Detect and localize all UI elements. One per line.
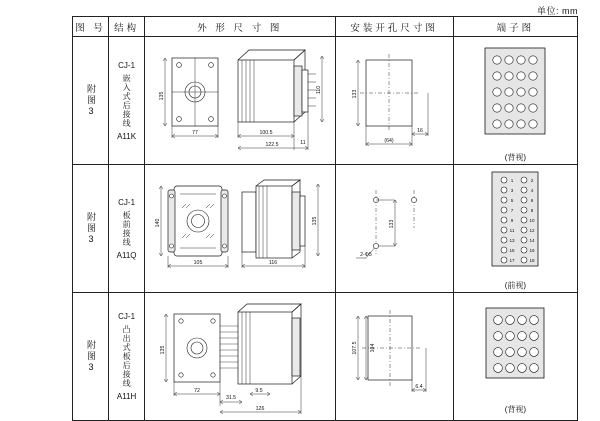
cell-mounting-drawing <box>335 293 453 421</box>
figure-no-label: 附图3 <box>86 83 97 118</box>
mounting-drawing-3 <box>336 294 452 418</box>
cell-mounting-drawing <box>335 165 453 293</box>
dim-135: 135 <box>158 91 165 100</box>
svg-text:3: 3 <box>511 187 514 193</box>
cell-structure <box>109 293 145 421</box>
svg-text:9: 9 <box>511 217 514 223</box>
figure-no-label: 附图3 <box>86 339 97 374</box>
structure-desc: 凸出式板后接线 <box>122 325 132 388</box>
terminal-caption: (前视) <box>504 280 527 290</box>
svg-text:8: 8 <box>531 207 534 213</box>
svg-text:4: 4 <box>531 187 534 193</box>
svg-text:6: 6 <box>531 197 534 203</box>
mounting-drawing-1 <box>336 38 452 162</box>
svg-text:2: 2 <box>531 177 534 183</box>
dim-116: 116 <box>268 259 277 266</box>
svg-text:14: 14 <box>529 237 535 243</box>
dim-31-5: 31.5 <box>225 394 236 401</box>
svg-text:5: 5 <box>511 197 514 203</box>
dim-107-5: 107.5 <box>352 341 359 354</box>
dim-135-3: 135 <box>159 345 166 354</box>
table-header <box>73 17 578 37</box>
dim-6-4: 6.4 <box>415 383 423 390</box>
figure-no-label: 附图3 <box>86 211 97 246</box>
cell-figure-no <box>73 37 109 165</box>
cell-terminal-drawing <box>453 165 577 293</box>
unit-note: 单位: mm <box>537 6 578 16</box>
dim-110: 110 <box>315 85 322 94</box>
cell-figure-no <box>73 165 109 293</box>
svg-text:18: 18 <box>529 257 535 263</box>
cell-outline-drawing <box>145 293 335 421</box>
dim-72: 72 <box>193 387 200 394</box>
table-row <box>73 293 578 421</box>
cell-structure <box>109 165 145 293</box>
dim-9-5: 9.5 <box>255 387 263 394</box>
dim-104: 104 <box>370 343 377 352</box>
cell-terminal-drawing <box>453 293 577 421</box>
cell-outline-drawing <box>145 165 335 293</box>
header-outline: 外 形 尺 寸 图 <box>145 17 335 37</box>
structure-desc: 板前接线 <box>122 210 132 247</box>
svg-text:11: 11 <box>509 227 515 233</box>
dim-140: 140 <box>154 218 161 227</box>
structure-code: CJ-1 <box>118 60 136 70</box>
structure-suffix: A11H <box>116 392 137 401</box>
cell-outline-drawing <box>145 37 335 165</box>
svg-text:12: 12 <box>529 227 535 233</box>
cell-terminal-drawing <box>453 37 577 165</box>
structure-suffix: A11Q <box>116 250 137 260</box>
terminal-diagram-1 <box>454 38 576 150</box>
terminal-diagram-3 <box>454 294 576 402</box>
dim-100-5: 100.5 <box>259 129 273 136</box>
cell-figure-no <box>73 293 109 421</box>
dim-2-phi5: 2-Φ5 <box>360 251 372 258</box>
cell-mounting-drawing <box>335 37 453 165</box>
header-figure-no: 图 号 <box>73 17 109 37</box>
dim-64: (64) <box>384 137 394 144</box>
dimension-table <box>72 16 578 421</box>
svg-text:16: 16 <box>529 247 535 253</box>
header-mounting: 安装开孔尺寸图 <box>335 17 453 37</box>
terminal-caption: (背视) <box>504 404 527 414</box>
dim-105: 105 <box>193 259 203 266</box>
dim-16: 16 <box>417 127 423 134</box>
dim-126: 126 <box>255 405 265 412</box>
table-row <box>73 165 578 293</box>
outline-drawing-3 <box>146 294 334 418</box>
svg-text:10: 10 <box>529 217 535 223</box>
header-structure: 结构 <box>109 17 145 37</box>
dim-135-2: 135 <box>311 216 318 225</box>
cell-structure <box>109 37 145 165</box>
structure-suffix: A11K <box>117 131 137 141</box>
svg-text:17: 17 <box>509 257 515 263</box>
outline-drawing-2 <box>146 166 334 290</box>
structure-desc: 嵌入式后接线 <box>122 73 132 128</box>
header-terminal: 端子图 <box>453 17 577 37</box>
structure-code: CJ-1 <box>118 312 136 321</box>
outline-drawing-1 <box>146 38 334 162</box>
dim-110-5: 133 <box>352 89 359 98</box>
table-row <box>73 37 578 165</box>
svg-text:7: 7 <box>511 207 514 213</box>
svg-text:13: 13 <box>509 237 515 243</box>
dim-122-5: 122.5 <box>265 141 279 148</box>
dim-77: 77 <box>191 129 198 136</box>
terminal-diagram-2 <box>454 166 576 278</box>
dim-11: 11 <box>300 139 306 146</box>
dim-133: 133 <box>389 219 396 228</box>
terminal-caption: (背视) <box>504 152 527 162</box>
structure-code: CJ-1 <box>118 197 136 207</box>
svg-text:1: 1 <box>511 177 514 183</box>
svg-text:15: 15 <box>509 247 515 253</box>
mounting-drawing-2 <box>336 166 452 290</box>
